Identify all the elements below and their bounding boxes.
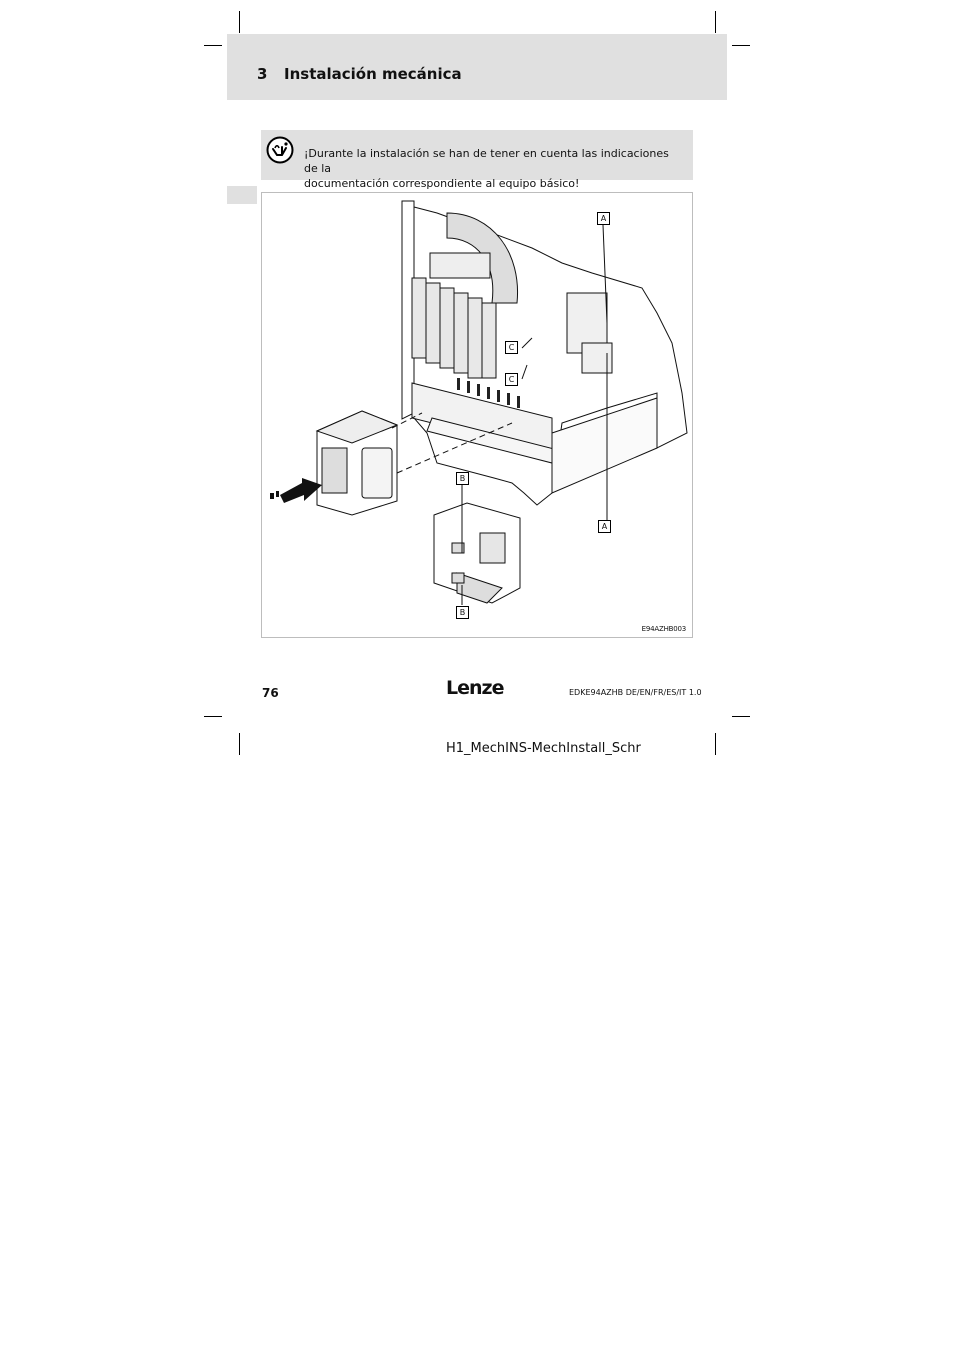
document-reference: EDKE94AZHB DE/EN/FR/ES/IT 1.0	[569, 688, 702, 697]
page-number: 76	[262, 686, 279, 700]
figure-code: E94AZHB003	[641, 625, 686, 633]
crop-mark	[715, 11, 716, 33]
note-line-2: documentación correspondiente al equipo básico!	[304, 177, 580, 190]
chapter-header	[227, 34, 727, 100]
crop-mark	[239, 733, 240, 755]
note-line-1: ¡Durante la instalación se han de tener en cuenta las indicaciones de la	[304, 147, 669, 175]
chapter-number: 3	[257, 65, 268, 83]
label-b-bottom: B	[456, 606, 469, 619]
note-text	[304, 146, 686, 191]
crop-mark	[204, 45, 222, 46]
note-box	[261, 130, 693, 190]
label-c-bottom: C	[505, 373, 518, 386]
chapter-title: Instalación mecánica	[284, 65, 462, 83]
label-a-bottom: A	[598, 520, 611, 533]
file-label: H1_MechINS-MechInstall_Schr	[446, 741, 641, 756]
brand-logo: Lenze	[446, 677, 504, 699]
crop-mark	[204, 716, 222, 717]
figure-drawing	[262, 193, 694, 639]
label-b-top: B	[456, 472, 469, 485]
crop-mark	[715, 733, 716, 755]
crop-mark	[732, 45, 750, 46]
crop-mark	[239, 11, 240, 33]
label-c-top: C	[505, 341, 518, 354]
label-a-top: A	[597, 212, 610, 225]
side-tab-marker	[227, 186, 257, 204]
installation-figure	[261, 192, 693, 638]
crop-mark	[732, 716, 750, 717]
hand-pointer-note-icon	[266, 136, 294, 164]
